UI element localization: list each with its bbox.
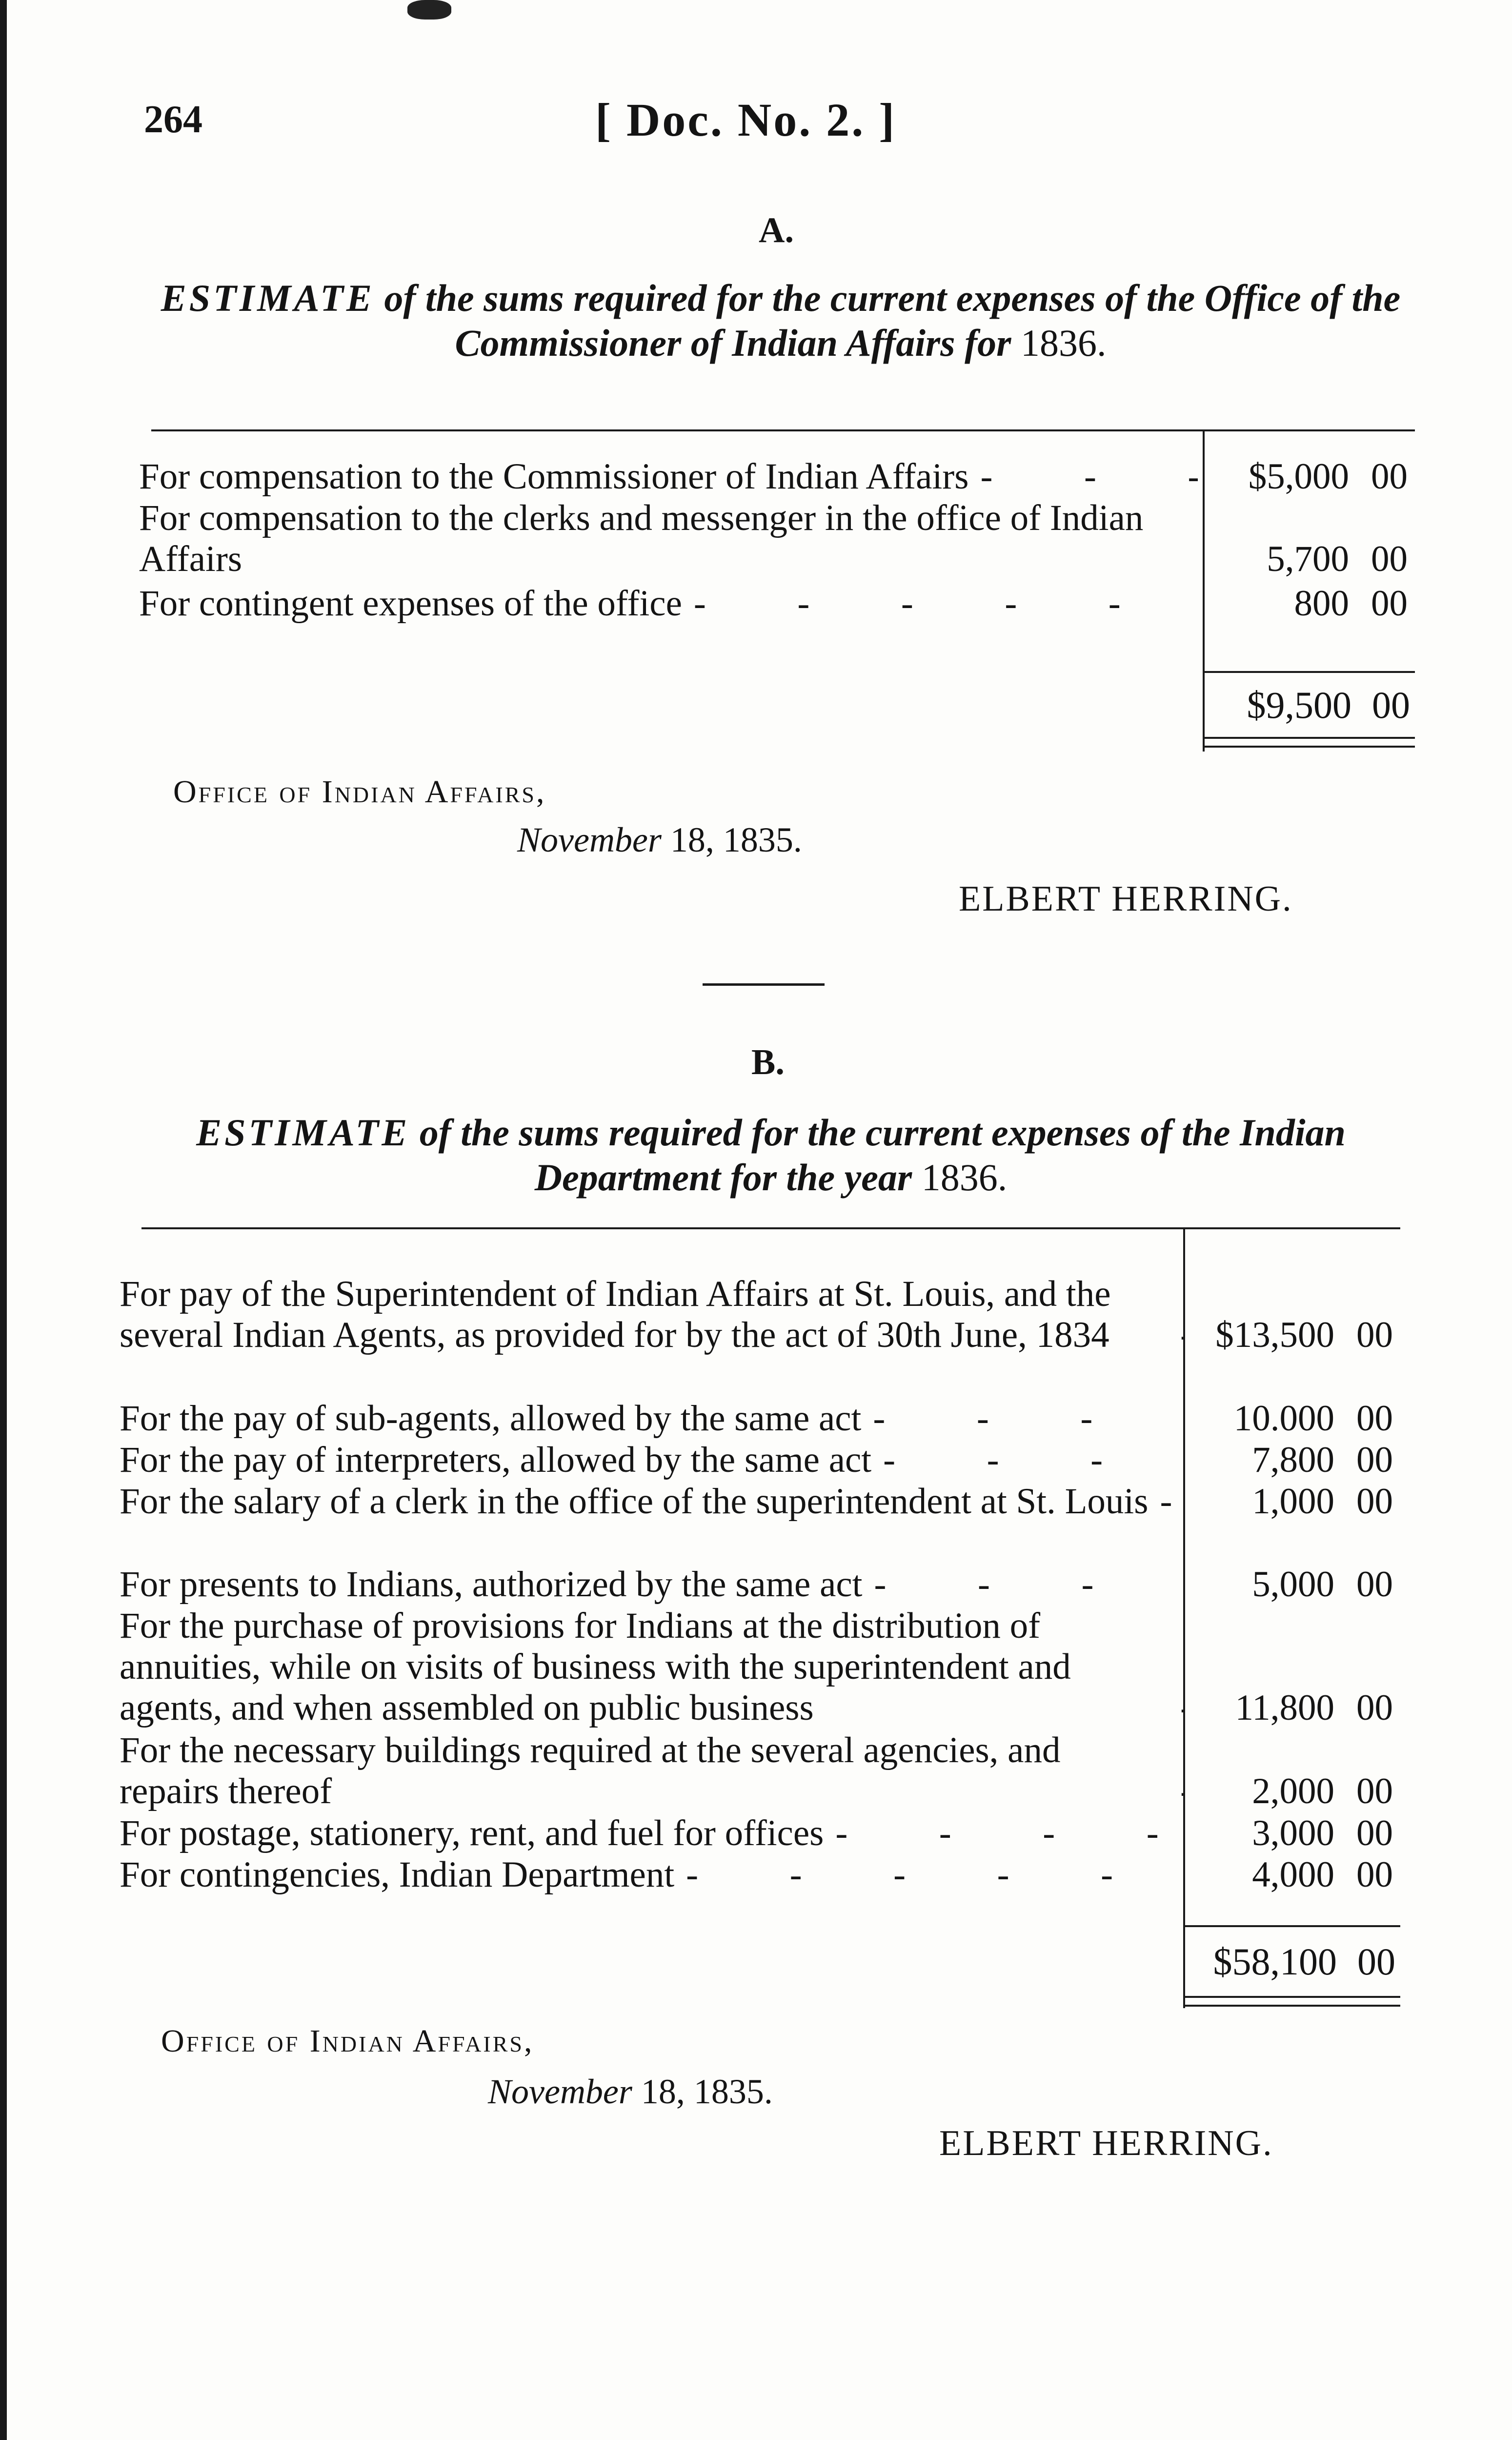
leader-dots <box>835 1813 1183 1854</box>
section-a-office: Office of Indian Affairs, <box>173 774 546 810</box>
leader-dots <box>883 1440 1183 1481</box>
section-b-heading-lead: ESTIMATE <box>196 1111 410 1154</box>
row-dollars: 7,800 <box>1252 1440 1334 1480</box>
row-cents: 00 <box>1356 1564 1393 1605</box>
date-rest: 18, 1835. <box>661 820 802 859</box>
section-a-heading-year: 1836. <box>1020 322 1107 364</box>
row-description: For the salary of a clerk in the office of the superintendent at St. Louis <box>120 1481 1149 1522</box>
section-a-total-rule <box>1203 671 1415 673</box>
ink-mark <box>407 0 451 20</box>
section-b-top-rule <box>141 1227 1400 1229</box>
row-dollars: 5,000 <box>1252 1564 1334 1605</box>
section-a-row <box>139 456 1417 497</box>
row-dollars: 11,800 <box>1235 1688 1334 1728</box>
section-a-row <box>139 583 1417 624</box>
row-dollars: 3,000 <box>1252 1813 1334 1853</box>
leader-dots <box>1160 1481 1183 1522</box>
row-amount <box>1183 1813 1403 1854</box>
section-a-total-double-rule <box>1203 746 1415 748</box>
section-b-heading-year: 1836. <box>921 1156 1008 1199</box>
page-number: 264 <box>144 98 202 141</box>
row-description: For the pay of sub-agents, allowed by the same act <box>120 1398 862 1439</box>
row-dollars: 5,700 <box>1267 539 1349 579</box>
section-b-row <box>120 1481 1403 1522</box>
row-amount <box>1183 1440 1403 1481</box>
row-dollars: 2,000 <box>1252 1771 1334 1811</box>
row-amount <box>1198 539 1417 580</box>
section-b-heading-body: of the sums required for the current expenses of the Indian Department for the year <box>410 1111 1346 1199</box>
row-amount <box>1198 583 1417 624</box>
section-a-total <box>1205 683 1410 727</box>
total-dollars: $9,500 <box>1247 684 1351 726</box>
section-b-date <box>488 2072 773 2112</box>
row-cents: 00 <box>1356 1813 1393 1853</box>
row-amount <box>1183 1564 1403 1605</box>
row-description: For postage, stationery, rent, and fuel for offices <box>120 1813 824 1853</box>
section-b-total-double-rule <box>1183 1996 1400 1998</box>
row-description: For compensation to the Commissioner of Indian Affairs <box>139 456 969 497</box>
row-cents: 00 <box>1356 1440 1393 1480</box>
section-a-heading-body: of the sums required for the current expenses of the Office of the Commissioner of Indian Affairs for <box>374 277 1401 364</box>
row-dollars: 10.000 <box>1233 1398 1334 1439</box>
section-a-top-rule <box>151 429 1415 431</box>
section-a-signature: ELBERT HERRING. <box>959 879 1293 919</box>
scan-edge-left <box>0 0 7 2440</box>
section-b-heading <box>127 1110 1415 1200</box>
section-b-total-double-rule <box>1183 2005 1400 2007</box>
row-cents: 00 <box>1356 1771 1393 1811</box>
section-b-row <box>120 1813 1403 1854</box>
row-cents: 00 <box>1356 1854 1393 1895</box>
section-a-heading-lead: ESTIMATE <box>161 277 375 319</box>
section-b-total-rule <box>1183 1925 1400 1927</box>
leader-dots <box>686 1854 1183 1895</box>
row-description: For the purchase of provisions for Indians at the distribution of annuities, while on visits of business with the superintendent and agents, and when assembled on public business <box>120 1606 1071 1728</box>
row-cents: 00 <box>1371 539 1408 579</box>
section-a-heading <box>137 276 1425 366</box>
row-amount <box>1183 1315 1403 1356</box>
section-b-row <box>120 1564 1403 1605</box>
section-b-row <box>120 1854 1403 1895</box>
row-description: For contingencies, Indian Department <box>120 1854 675 1895</box>
section-b-row <box>120 1606 1403 1728</box>
row-cents: 00 <box>1356 1688 1393 1728</box>
row-dollars: 800 <box>1294 583 1349 624</box>
section-b-row <box>120 1398 1403 1439</box>
row-cents: 00 <box>1356 1481 1393 1522</box>
total-dollars: $58,100 <box>1213 1940 1337 1983</box>
leader-dots <box>694 583 1198 624</box>
section-a-letter: A. <box>759 210 794 250</box>
section-a-date <box>517 820 802 860</box>
leader-dots <box>980 456 1198 497</box>
leader-dots <box>874 1564 1184 1605</box>
row-dollars: $13,500 <box>1215 1315 1334 1355</box>
section-divider <box>703 983 825 986</box>
section-b-row <box>120 1274 1403 1356</box>
total-cents: 00 <box>1372 684 1410 726</box>
row-dollars: 4,000 <box>1252 1854 1334 1895</box>
row-dollars: 1,000 <box>1252 1481 1334 1522</box>
row-amount <box>1198 456 1417 497</box>
row-cents: 00 <box>1356 1315 1393 1355</box>
section-a-total-double-rule <box>1203 737 1415 739</box>
section-a-row <box>139 498 1417 580</box>
total-cents: 00 <box>1357 1940 1395 1983</box>
row-description: For the necessary buildings required at the several agencies, and repairs thereof <box>120 1730 1061 1811</box>
date-rest: 18, 1835. <box>632 2072 773 2111</box>
row-amount <box>1183 1688 1403 1728</box>
section-b-total <box>1186 1940 1395 1984</box>
row-description: For the pay of interpreters, allowed by the same act <box>120 1440 872 1480</box>
section-b-letter: B. <box>751 1042 785 1082</box>
section-b-office: Office of Indian Affairs, <box>161 2023 534 2059</box>
row-amount <box>1183 1771 1403 1812</box>
row-description: For compensation to the clerks and messenger in the office of Indian Affairs <box>139 498 1144 579</box>
row-amount <box>1183 1854 1403 1895</box>
row-description: For pay of the Superintendent of Indian Affairs at St. Louis, and the several Indian Agents, as provided for by the act of 30th June, 1834 <box>120 1274 1111 1355</box>
section-b-row <box>120 1440 1403 1481</box>
row-description: For presents to Indians, authorized by the same act <box>120 1564 863 1605</box>
row-amount <box>1183 1398 1403 1439</box>
section-b-row <box>120 1730 1403 1812</box>
document-reference: [ Doc. No. 2. ] <box>595 94 897 146</box>
row-cents: 00 <box>1371 456 1408 497</box>
row-description: For contingent expenses of the office <box>139 583 682 624</box>
row-cents: 00 <box>1371 583 1408 624</box>
row-cents: 00 <box>1356 1398 1393 1439</box>
leader-dots <box>873 1398 1183 1439</box>
row-dollars: $5,000 <box>1248 456 1349 497</box>
section-b-signature: ELBERT HERRING. <box>939 2123 1273 2163</box>
row-amount <box>1183 1481 1403 1522</box>
date-month: November <box>517 820 662 859</box>
date-month: November <box>488 2072 632 2111</box>
